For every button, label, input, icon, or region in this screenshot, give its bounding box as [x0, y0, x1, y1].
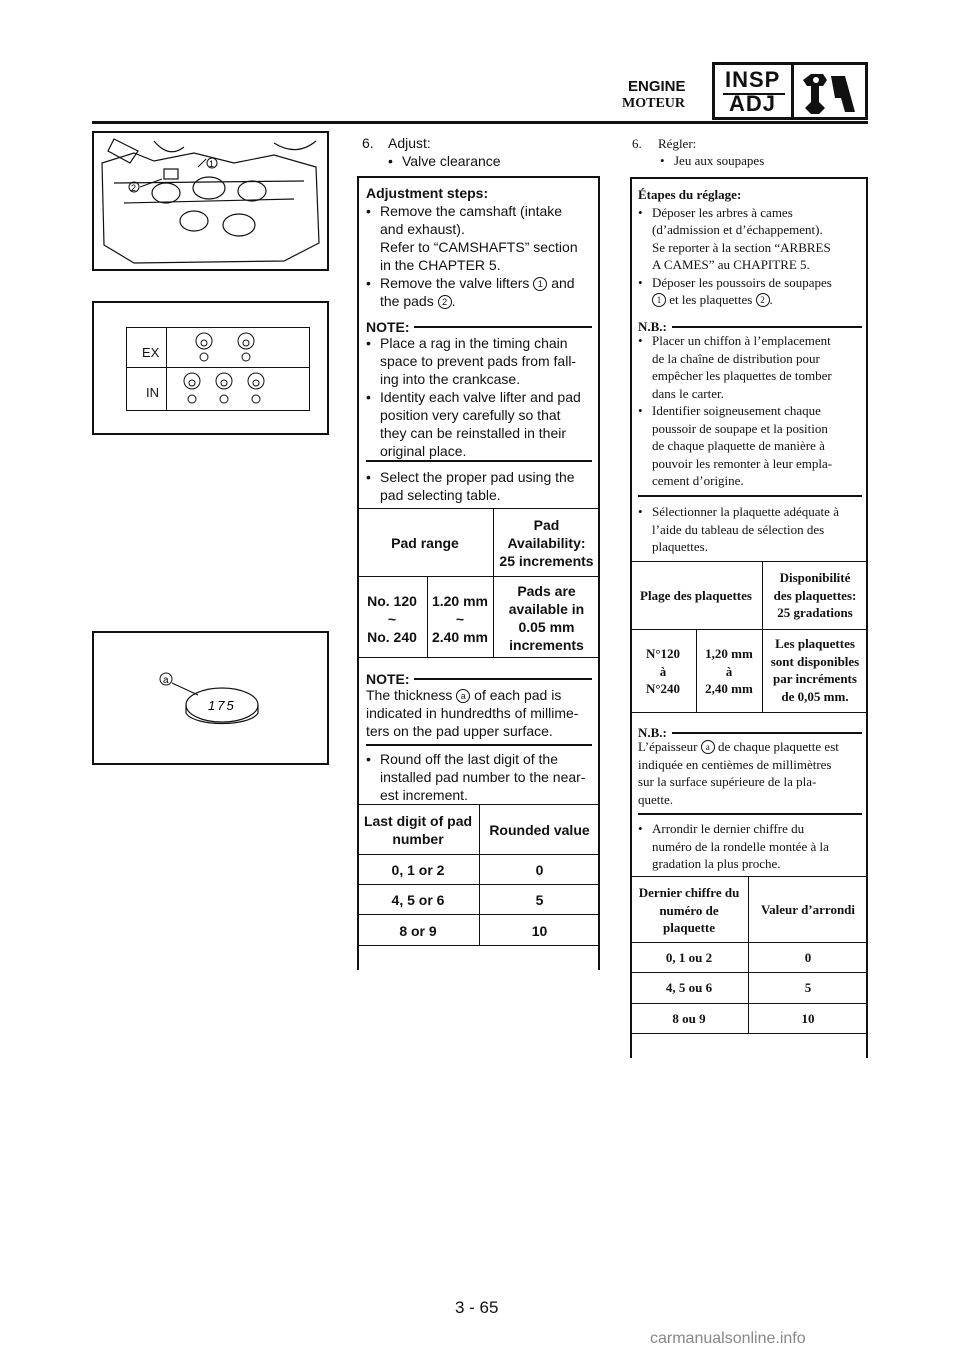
- en-b2c: the pads: [380, 293, 434, 309]
- fr-note-identify: • Identifier soigneusement chaque poussoir de soupape et la position de chaque plaquette de manière à pouvoir les remonter à leur empla- cement d’origine.: [638, 402, 862, 490]
- en-step-bullet: •: [388, 153, 393, 169]
- insp-adj-badge: [712, 62, 868, 120]
- watermark: carmanualsonline.info: [650, 1330, 806, 1347]
- en-n3b: of each pad is: [474, 687, 562, 703]
- en-n1b: space to prevent pads from fall-: [380, 353, 577, 369]
- en-t2-row3-digit: 8 or 9: [399, 923, 437, 939]
- en-note-rule-2: [414, 678, 592, 680]
- callout-a-label: a: [163, 675, 169, 686]
- fr-note-end-rule-1: [638, 495, 862, 497]
- fr-note-end-rule-2: [638, 813, 862, 815]
- en-n2c: they can be reinstalled in their: [380, 425, 566, 441]
- cylinder-head-drawing: [94, 133, 327, 269]
- fr-n2a: Identifier soigneusement chaque: [652, 403, 821, 418]
- en-pad-range-table: [357, 508, 600, 658]
- fr-n3c: indiquée en centièmes de millimètres: [638, 756, 832, 772]
- fr-t1-r1c: N°240: [645, 681, 681, 696]
- en-b1a: Remove the camshaft (intake: [380, 203, 563, 219]
- en-b1c: Refer to “CAMSHAFTS” section: [380, 239, 578, 255]
- fr-n1b: de la chaîne de distribution pour: [652, 350, 820, 366]
- header-rule: [92, 121, 868, 124]
- fr-r1a: Arrondir le dernier chiffre du: [652, 821, 805, 836]
- fr-t1-h2c: 25 gradations: [777, 605, 853, 620]
- fr-n3e: quette.: [638, 791, 674, 807]
- fr-callout-1-icon: 1: [652, 293, 666, 307]
- fr-n1a: Placer un chiffon à l’emplacement: [652, 333, 831, 348]
- en-t1-header-pad-range: Pad range: [391, 535, 459, 551]
- callout-2-icon: 2: [438, 295, 452, 309]
- fr-note-rule-1: [672, 326, 862, 328]
- fr-b1b: (d’admission et d’échappement).: [652, 222, 823, 237]
- fr-r1c: gradation la plus proche.: [652, 856, 781, 871]
- fr-t1-r2c: 2,40 mm: [705, 681, 753, 696]
- fr-r1b: numéro de la rondelle montée à la: [652, 838, 829, 854]
- en-t1-r1a: No. 120: [367, 593, 417, 609]
- en-panel-top-rule: [357, 176, 600, 178]
- fr-t1-r3d: de 0,05 mm.: [781, 688, 849, 704]
- fr-n3d: sur la surface supérieure de la pla-: [638, 774, 817, 789]
- en-b1b: and exhaust).: [380, 221, 465, 237]
- en-n2a: Identity each valve lifter and pad: [380, 389, 581, 405]
- en-r1c: est increment.: [380, 787, 468, 803]
- fr-n2b: poussoir de soupape et la position: [652, 420, 828, 436]
- en-n1a: Place a rag in the timing chain: [380, 335, 568, 351]
- en-t2-h1b: number: [392, 831, 444, 847]
- fr-n1d: dans le carter.: [652, 385, 724, 401]
- fr-t1-header-pad-range: Plage des plaquettes: [640, 588, 752, 603]
- en-note-identity: • Identity each valve lifter and pad position very carefully so that they can be reinstalled in their original place.: [366, 388, 594, 460]
- en-note-label-1: NOTE:: [366, 319, 410, 335]
- fr-note-label-2: N.B.:: [638, 725, 667, 740]
- en-t2-row3-value: 10: [531, 923, 548, 939]
- fr-bullet-round-off: • Arrondir le dernier chiffre du numéro de la rondelle montée à la gradation la plus proche.: [638, 820, 862, 873]
- fr-t1-h2a: Disponibilité: [779, 570, 851, 585]
- fr-bullet-select-pad: • Sélectionner la plaquette adéquate à l’aide du tableau de sélection des plaquettes.: [638, 503, 862, 556]
- header-engine-label: ENGINE: [628, 78, 686, 95]
- en-t1-r1b: ~: [387, 611, 397, 627]
- en-r1b: installed pad number to the near-: [380, 769, 586, 785]
- ex-label: EX: [142, 345, 160, 360]
- fr-n1c: empêcher les plaquettes de tomber: [652, 368, 832, 383]
- fr-t2-row2-value: 5: [804, 980, 812, 995]
- fr-t2-header-rounded: Valeur d’arrondi: [760, 902, 856, 917]
- header-moteur-label: MOTEUR: [622, 96, 685, 111]
- fr-bullet-camshaft: • Déposer les arbres à cames (d’admission et d’échappement). Se reporter à la section “ARBRES A CAMES” au CHAPITRE 5.: [638, 204, 862, 274]
- fr-b2b: et les plaquettes: [669, 292, 753, 307]
- fr-t1-r2b: à: [725, 663, 733, 679]
- pad-drawing: [94, 633, 327, 763]
- fr-b1a: Déposer les arbres à cames: [652, 204, 793, 220]
- en-b2b: and: [551, 275, 575, 291]
- fr-s1b: l’aide du tableau de sélection des: [652, 521, 825, 537]
- insp-label: INSP: [725, 67, 781, 92]
- fr-n2c: de chaque plaquette de manière à: [652, 438, 825, 453]
- en-t1-r1c: No. 240: [367, 629, 417, 645]
- fr-step-number: 6.: [632, 136, 642, 151]
- pad-number-label: 175: [208, 698, 236, 713]
- fr-adjust-title: Étapes du réglage:: [638, 187, 742, 202]
- en-t1-r3d: increments: [509, 637, 584, 653]
- fr-note-rule-2: [672, 732, 862, 734]
- en-t2-row2-value: 5: [535, 892, 544, 908]
- en-bullet-lifters: • Remove the valve lifters 1 and the pads 2 .: [366, 275, 575, 309]
- en-n2d: original place.: [380, 443, 467, 459]
- fr-s1a: Sélectionner la plaquette adéquate à: [652, 504, 839, 519]
- en-note-thickness: [366, 686, 592, 740]
- fr-note-thickness: [638, 738, 862, 808]
- fr-step-item: Jeu aux soupapes: [674, 153, 765, 168]
- en-t1-h2b: Availability:: [507, 535, 586, 551]
- fr-t2-row2-digit: 4, 5 ou 6: [665, 980, 713, 995]
- en-b2a: Remove the valve lifters: [380, 275, 530, 291]
- fr-panel-top-rule: [630, 177, 868, 179]
- en-t1-r3b: available in: [508, 601, 585, 617]
- en-step-title: Adjust:: [388, 135, 431, 151]
- en-t1-r2b: ~: [455, 611, 465, 627]
- fr-t2-h1a: Dernier chiffre du: [638, 885, 740, 900]
- fr-n3a: L’épaisseur: [638, 739, 698, 754]
- fr-pad-range-table: [630, 561, 868, 713]
- en-t1-r2a: 1.20 mm: [431, 593, 489, 609]
- callout-1-icon: 1: [533, 277, 547, 291]
- en-note-rule-1: [414, 326, 592, 328]
- en-bullet-select-pad: • Select the proper pad using the pad selecting table.: [366, 468, 594, 504]
- en-n2b: position very carefully so that: [380, 407, 561, 423]
- en-b1d: in the CHAPTER 5.: [380, 257, 501, 273]
- fr-bullet-lifters: • Déposer les poussoirs de soupapes 1 et les plaquettes 2 .: [638, 274, 862, 309]
- fr-t1-r3b: sont disponibles: [770, 653, 860, 669]
- en-n3c: indicated in hundredths of millime-: [366, 705, 579, 721]
- en-adjust-title: Adjustment steps:: [366, 185, 489, 201]
- en-t2-row1-digit: 0, 1 or 2: [391, 862, 445, 878]
- en-t1-r3c: 0.05 mm: [518, 619, 575, 635]
- en-t2-row2-digit: 4, 5 or 6: [391, 892, 445, 908]
- fr-note-label-1: N.B.:: [638, 319, 667, 334]
- callout-a-icon: a: [456, 689, 470, 703]
- en-bullet-camshaft: • Remove the camshaft (intake and exhaust). Refer to “CAMSHAFTS” section in the CHAPTER 5.: [366, 202, 594, 274]
- figure-valve-layout: [92, 301, 329, 435]
- en-step-number: 6.: [362, 135, 374, 151]
- fr-t2-row3-value: 10: [801, 1011, 815, 1026]
- en-t1-h2c: 25 increments: [499, 553, 594, 569]
- en-note-label-2: NOTE:: [366, 671, 410, 687]
- fr-t1-r3c: par incréments: [773, 671, 857, 686]
- en-t2-h1a: Last digit of pad: [363, 813, 473, 829]
- fr-step-title: Régler:: [658, 136, 697, 151]
- fr-n2e: cement d’origine.: [652, 473, 744, 488]
- en-step-item: Valve clearance: [402, 153, 501, 169]
- fr-t1-r3a: Les plaquettes: [775, 636, 855, 651]
- callout-1-label: 1: [209, 159, 215, 169]
- en-t1-h2a: Pad: [533, 517, 560, 533]
- en-n3d: ters on the pad upper surface.: [366, 723, 553, 739]
- fr-step-bullet: •: [660, 153, 665, 168]
- en-r1a: Round off the last digit of the: [380, 751, 558, 767]
- fr-n2d: pouvoir les remonter à leur empla-: [652, 455, 833, 471]
- page-number: 3 - 65: [455, 1298, 499, 1317]
- fr-t1-h2b: des plaquettes:: [773, 587, 857, 603]
- en-rounding-table: [357, 804, 600, 946]
- fr-t1-r1a: N°120: [645, 646, 681, 661]
- fr-t1-r2a: 1,20 mm: [705, 646, 753, 661]
- en-note-end-rule-1: [366, 460, 592, 462]
- en-note-end-rule-2: [366, 744, 592, 746]
- fr-rounding-table: [630, 876, 868, 1034]
- fr-callout-a-icon: a: [701, 740, 715, 754]
- fr-b2a: Déposer les poussoirs de soupapes: [652, 274, 832, 290]
- figure-pad: [92, 631, 329, 765]
- fr-t2-row1-digit: 0, 1 ou 2: [665, 950, 713, 965]
- in-label: IN: [146, 385, 159, 400]
- en-n1c: ing into the crankcase.: [380, 371, 521, 387]
- en-s1b: pad selecting table.: [380, 487, 501, 503]
- en-s1a: Select the proper pad using the: [380, 469, 575, 485]
- callout-2-label: 2: [131, 183, 137, 193]
- en-t1-r2c: 2.40 mm: [431, 629, 489, 645]
- fr-n3b: de chaque plaquette est: [717, 739, 839, 754]
- en-t2-row1-value: 0: [535, 862, 544, 878]
- fr-s1c: plaquettes.: [652, 539, 708, 554]
- en-n3a: The thickness: [366, 687, 453, 703]
- fr-b1d: A CAMES” au CHAPITRE 5.: [652, 257, 810, 272]
- valve-position-diagram: [168, 329, 308, 409]
- fr-note-rag: • Placer un chiffon à l’emplacement de la chaîne de distribution pour empêcher les plaquettes de tomber dans le carter.: [638, 332, 862, 402]
- fr-t1-r1b: à: [659, 663, 667, 679]
- fr-callout-2-icon: 2: [756, 293, 770, 307]
- figure-cylinder-head: [92, 131, 329, 271]
- adj-label: ADJ: [729, 91, 777, 116]
- fr-b1c: Se reporter à la section “ARBRES: [652, 239, 831, 255]
- fr-t2-row3-digit: 8 ou 9: [672, 1011, 706, 1026]
- en-note-rag: • Place a rag in the timing chain space to prevent pads from fall- ing into the crankcase.: [366, 334, 594, 388]
- wrench-icon: [797, 68, 863, 116]
- en-t2-header-rounded: Rounded value: [489, 822, 590, 838]
- fr-t2-row1-value: 0: [804, 950, 812, 965]
- en-bullet-round-off: • Round off the last digit of the installed pad number to the near- est increment.: [366, 750, 594, 804]
- en-t1-r3a: Pads are: [517, 583, 576, 599]
- fr-t2-h1c: plaquette: [663, 920, 715, 935]
- fr-t2-h1b: numéro de: [659, 902, 719, 918]
